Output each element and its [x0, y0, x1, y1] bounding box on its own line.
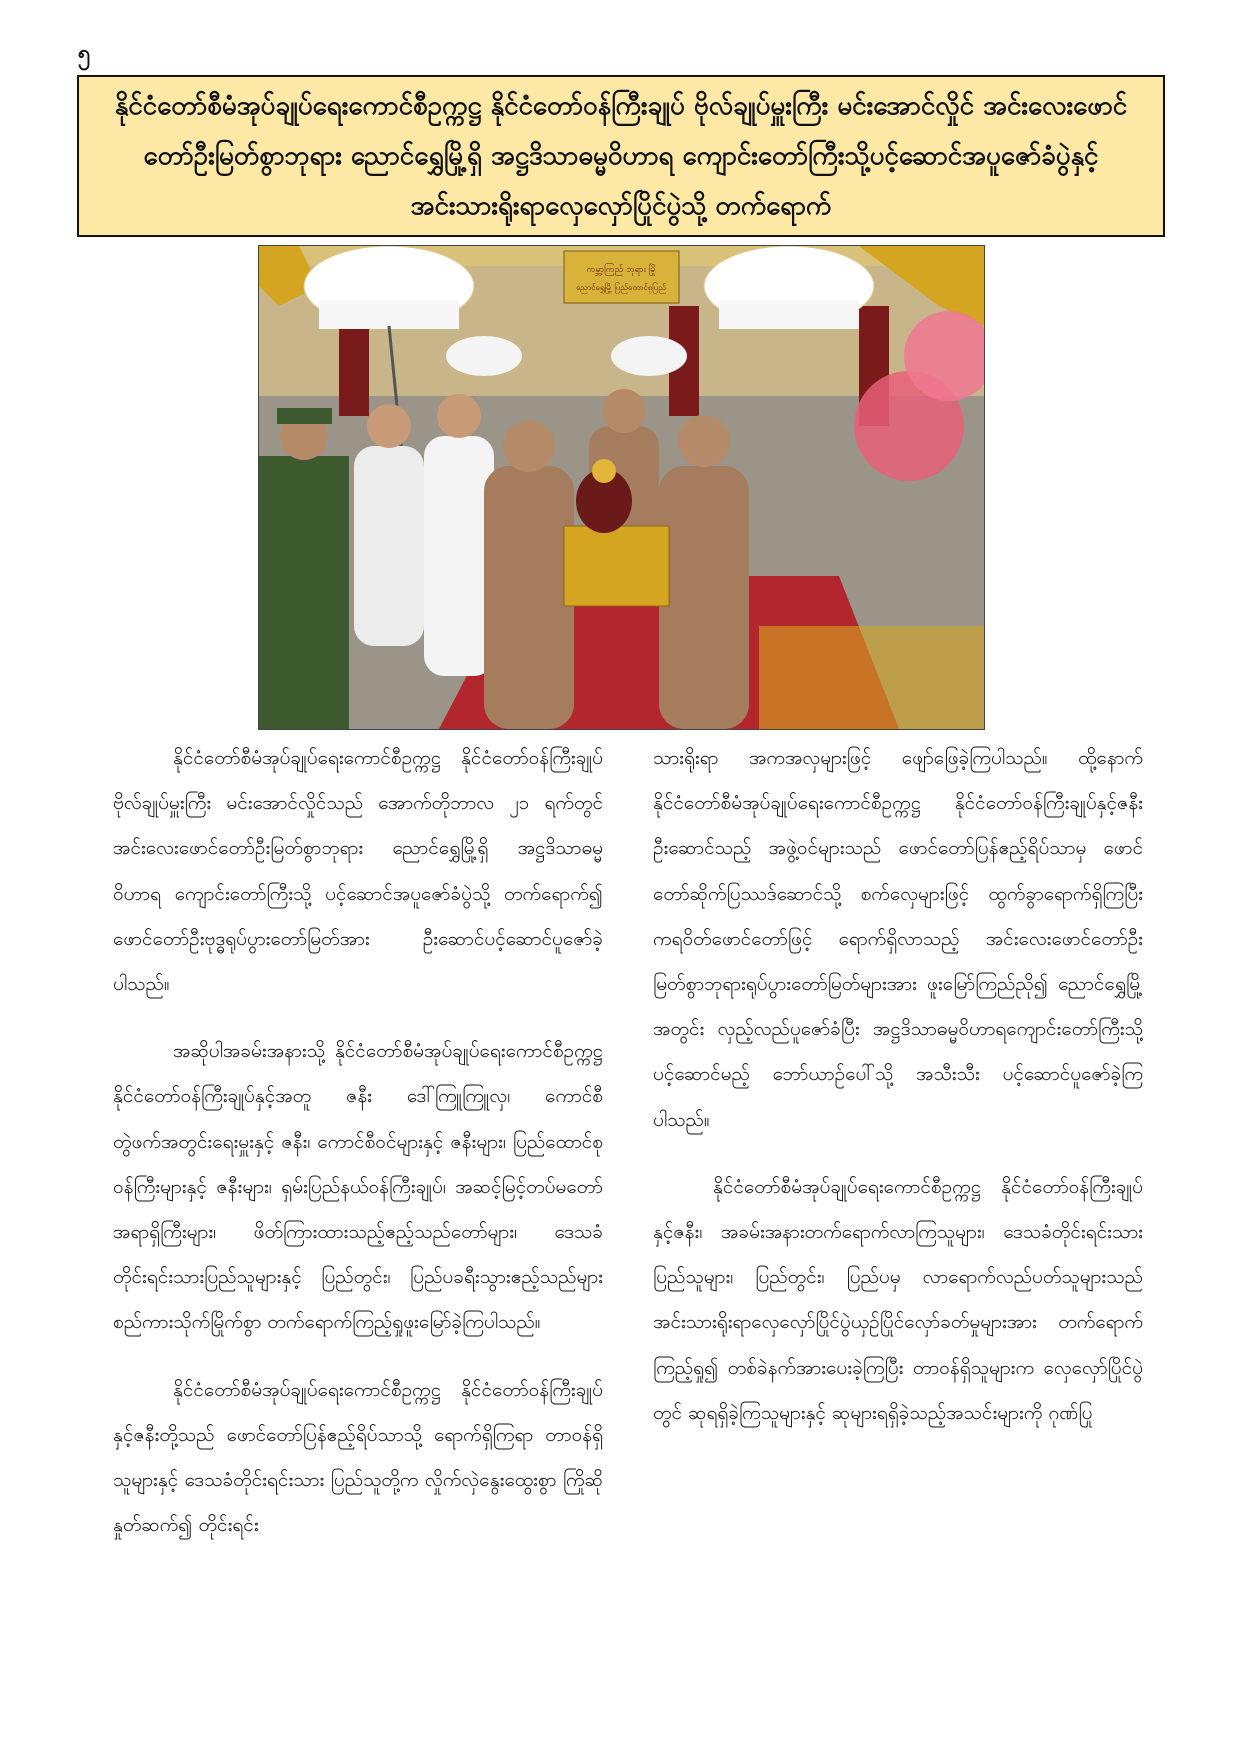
news-photo: [258, 245, 985, 730]
golden-palanquin: [564, 526, 669, 606]
headline-box: [77, 75, 1165, 237]
soldier: [259, 456, 349, 729]
right-column: [653, 736, 1143, 1458]
paragraph: နိုင်ငံတော်စီမံအုပ်ချုပ်ရေးကောင်စီဥက္ကဋ္ဌ နိုင်ငံတော်ဝန်ကြီးချုပ်နှင့်ဇနီးတို့သည် ဖောင်တော်ပြန်ဧည့်ရိပ်သာသို့ ရောက်ရှိကြရာ တာဝန်ရှိသူများနှင့် ဒေသခံတိုင်းရင်းသား ပြည်သူတို့က လှိုက်လှဲနွေးထွေးစွာ ကြိုဆိုနှုတ်ဆက်၍ တိုင်းရင်း: [113, 1378, 603, 1537]
page-number: ၅: [78, 41, 91, 66]
paragraph: အဆိုပါအခမ်းအနားသို့ နိုင်ငံတော်စီမံအုပ်ချုပ်ရေးကောင်စီဥက္ကဋ္ဌ နိုင်ငံတော်ဝန်ကြီးချုပ်နှင့်အတူ ဇနီး ဒေါ်ကြူကြူလှ၊ ကောင်စီတွဲဖက်အတွင်းရေးမှူးနှင့် ဇနီး၊ ကောင်စီဝင်များနှင့် ဇနီးများ၊ ပြည်ထောင်စုဝန်ကြီးများနှင့် ဇနီးများ၊ ရှမ်းပြည်နယ်ဝန်ကြီးချုပ်၊ အဆင့်မြင့်တပ်မတော်အရာရှိကြီးများ၊ ဖိတ်ကြားထားသည့်ဧည့်သည်တော်များ၊ ဒေသခံတိုင်းရင်းသားပြည်သူများနှင့် ပြည်တွင်း၊ ပြည်ပခရီးသွားဧည့်သည်များ စည်ကားသိုက်မြိုက်စွာ တက်ရောက်ကြည့်ရှုဖူးမြော်ခဲ့ကြပါသည်။: [113, 1040, 603, 1334]
left-column: [113, 736, 603, 1570]
paragraph: နိုင်ငံတော်စီမံအုပ်ချုပ်ရေးကောင်စီဥက္ကဋ္ဌ နိုင်ငံတော်ဝန်ကြီးချုပ် ဗိုလ်ချုပ်မှူးကြီး မင်းအောင်လှိုင်သည် အောက်တိုဘာလ ၂၁ ရက်တွင် အင်းလေးဖောင်တော်ဦးမြတ်စွာဘုရား ညောင်ရွှေမြို့ရှိ အဋ္ဌဒိသာဓမ္မဝိဟာရ ကျောင်းတော်ကြီးသို့ ပင့်ဆောင်အပူဇော်ခံပွဲသို့ တက်ရောက်၍ ဖောင်တော်ဦးဗုဒ္ဓရုပ်ပွားတော်မြတ်အား ဦးဆောင်ပင့်ဆောင်ပူဇော်ခဲ့ပါသည်။: [113, 747, 603, 996]
headline: နိုင်ငံတော်စီမံအုပ်ချုပ်ရေးကောင်စီဥက္ကဋ္ဌ နိုင်ငံတော်ဝန်ကြီးချုပ် ဗိုလ်ချုပ်မှူးကြီး မင်းအောင်လှိုင် အင်းလေးဖောင်တော်ဦးမြတ်စွာဘုရား ညောင်ရွှေမြို့ရှိ အဋ္ဌဒိသာဓမ္မဝိဟာရ ကျောင်းတော်ကြီးသို့ပင့်ဆောင်အပူဇော်ခံပွဲနှင့် အင်းသားရိုးရာလှေလှော်ပြိုင်ပွဲသို့ တက်ရောက်: [114, 91, 1128, 221]
paragraph: နိုင်ငံတော်စီမံအုပ်ချုပ်ရေးကောင်စီဥက္ကဋ္ဌ နိုင်ငံတော်ဝန်ကြီးချုပ်နှင့်ဇနီး၊ အခမ်းအနားတက်ရောက်လာကြသူများ၊ ဒေသခံတိုင်းရင်းသားပြည်သူများ၊ ပြည်တွင်း၊ ပြည်ပမှ လာရောက်လည်ပတ်သူများသည် အင်းသားရိုးရာလှေလှော်ပြိုင်ပွဲယှဉ်ပြိုင်လှော်ခတ်မှုများအား တက်ရောက်ကြည့်ရှု၍ တစ်ခဲနက်အားပေးခဲ့ကြပြီး တာဝန်ရှိသူများက လှေလှော်ပြိုင်ပွဲတွင် ဆုရရှိခဲ့ကြသူများနှင့် ဆုများရရှိခဲ့သည့်အသင်းများကို ဂုဏ်ပြု: [653, 1175, 1143, 1424]
paragraph: သားရိုးရာ အကအလှများဖြင့် ဖျော်ဖြေခဲ့ကြပါသည်။ ထို့နောက် နိုင်ငံတော်စီမံအုပ်ချုပ်ရေးကောင်စီဥက္ကဋ္ဌ နိုင်ငံတော်ဝန်ကြီးချုပ်နှင့်ဇနီး ဦးဆောင်သည့် အဖွဲ့ဝင်များသည် ဖောင်တော်ပြန်ဧည့်ရိပ်သာမှ ဖောင်တော်ဆိုက်ပြဿဒ်ဆောင်သို့ စက်လှေများဖြင့် ထွက်ခွာရောက်ရှိကြပြီး ကရဝိတ်ဖောင်တော်ဖြင့် ရောက်ရှိလာသည့် အင်းလေးဖောင်တော်ဦး မြတ်စွာဘုရားရုပ်ပွားတော်မြတ်များအား ဖူးမြော်ကြည်ညို၍ ညောင်ရွှေမြို့အတွင်း လှည့်လည်ပူဇော်ခံပြီး အဋ္ဌဒိသာဓမ္မဝိဟာရကျောင်းတော်ကြီးသို့ ပင့်ဆောင်မည့် ဘော်ယာဉ်ပေါ်သို့ အသီးသီး ပင့်ဆောင်ပူဇော်ခဲ့ကြပါသည်။: [653, 747, 1143, 1131]
procession-photo-illustration: [259, 246, 984, 729]
carrier-right: [659, 466, 749, 729]
carrier-left: [484, 466, 574, 729]
signboard-line-2: ညောင်ရွှေမြို့ ပြည်ထောင်စုပြည်: [576, 283, 666, 292]
signboard-line-1: ကမ္ဘာ့ကြည် ဘုရား မြို: [586, 265, 656, 275]
